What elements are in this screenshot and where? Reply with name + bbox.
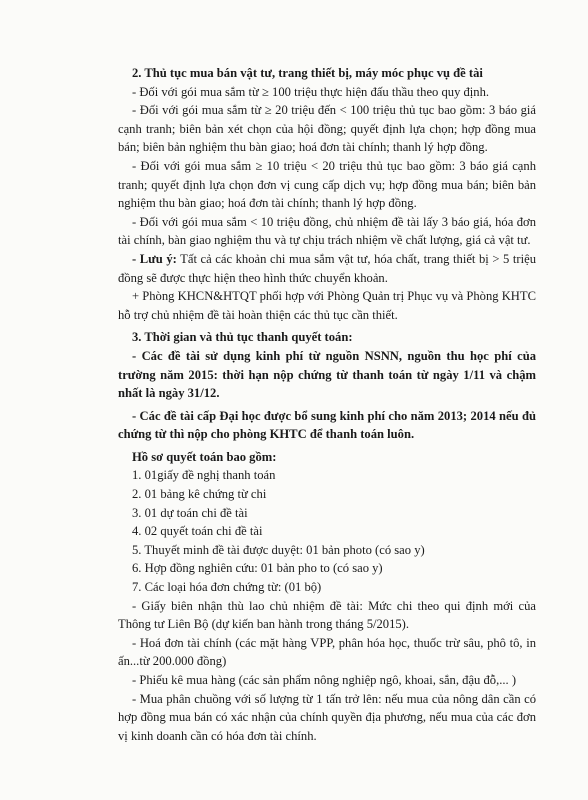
dossier-detail-4: - Mua phân chuồng với số lượng từ 1 tấn trở lên: nếu mua của nông dân cần có hợp đồng mua bán có xác nhận của chính quyền địa phương, nếu mua của các đơn vị kinh doanh cần có hóa đơn tài chính. bbox=[118, 691, 536, 743]
dossier-detail-1: - Giấy biên nhận thù lao chủ nhiệm đề tài: Mức chi theo qui định mới của Thông tư Liên Bộ (dự kiến ban hành trong tháng 5/2015). bbox=[118, 598, 536, 632]
dossier-item: 3. 01 dự toán chi đề tài bbox=[132, 505, 248, 520]
section-2-support: + Phòng KHCN&HTQT phối hợp với Phòng Quản trị Phục vụ và Phòng KHTC hỗ trợ chủ nhiệm đề tài hoàn thiện các thủ tục cần thiết. bbox=[118, 289, 536, 322]
dossier-item: 7. Các loại hóa đơn chứng từ: (01 bộ) bbox=[132, 580, 322, 595]
note-text: Tất cả các khoản chi mua sắm vật tư, hóa chất, trang thiết bị > 5 triệu đồng sẽ được thực hiện theo hình thức chuyển khoản. bbox=[118, 251, 536, 285]
dossier-item: 2. 01 bảng kê chứng từ chi bbox=[132, 487, 267, 502]
dossier-item: 5. Thuyết minh đề tài được duyệt: 01 bản photo (có sao y) bbox=[132, 542, 425, 557]
section-3-heading: 3. Thời gian và thủ tục thanh quyết toán: bbox=[132, 330, 353, 345]
dossier-detail-2: - Hoá đơn tài chính (các mặt hàng VPP, phân hóa học, thuốc trừ sâu, phô tô, in ấn...từ 200.000 đồng) bbox=[118, 635, 536, 669]
section-2-rule-3: - Đối với gói mua sắm ≥ 10 triệu < 20 triệu thủ tục bao gồm: 3 báo giá cạnh tranh; quyết định lựa chọn đơn vị cung cấp dịch vụ; hợp đồng mua bán; biên bản nghiệm thu bàn giao; hoá đơn tài chính; thanh lý hợp đồng. bbox=[118, 158, 536, 211]
dossier-detail-3: - Phiếu kê mua hàng (các sản phẩm nông nghiệp ngô, khoai, sắn, đậu đỗ,... ) bbox=[132, 673, 517, 687]
dossier-item: 6. Hợp đồng nghiên cứu: 01 bản pho to (có sao y) bbox=[132, 561, 383, 576]
section-2-rule-1: - Đối với gói mua sắm từ ≥ 100 triệu thực hiện đấu thầu theo quy định. bbox=[132, 84, 490, 99]
dossier-heading: Hồ sơ quyết toán bao gồm: bbox=[132, 449, 277, 464]
section-2-rule-2: - Đối với gói mua sắm từ ≥ 20 triệu đến < 100 triệu thủ tục bao gồm: 3 báo giá cạnh tranh; biên bản xét chọn của hội đồng; quyết định lựa chọn; hợp đồng mua bán; biên bản nghiệm thu bàn giao; hoá đơn tài chính; thanh lý hợp đồng. bbox=[118, 103, 536, 155]
note-label: - Lưu ý: bbox=[132, 251, 177, 266]
section-2-heading: 2. Thủ tục mua bán vật tư, trang thiết bị, máy móc phục vụ đề tài bbox=[132, 66, 483, 80]
section-2-note bbox=[118, 250, 536, 287]
dossier-item: 1. 01giấy đề nghị thanh toán bbox=[132, 468, 276, 483]
section-3-bold-1: - Các đề tài sử dụng kinh phí từ nguồn NSNN, nguồn thu học phí của trường năm 2015: thời hạn nộp chứng từ thanh toán từ ngày 1/11 và chậm nhất là ngày 31/12. bbox=[118, 348, 536, 401]
section-3-bold-2: - Các đề tài cấp Đại học được bổ sung kinh phí cho năm 2013; 2014 nếu đủ chứng từ thì nộp cho phòng KHTC để thanh toán luôn. bbox=[118, 408, 536, 442]
dossier-item: 4. 02 quyết toán chi đề tài bbox=[132, 524, 263, 539]
section-2-rule-4: - Đối với gói mua sắm < 10 triệu đồng, chủ nhiệm đề tài lấy 3 báo giá, hóa đơn tài chính, bàn giao nghiệm thu và tự chịu trách nhiệm về chất lượng, giá cả vật tư. bbox=[118, 214, 536, 248]
